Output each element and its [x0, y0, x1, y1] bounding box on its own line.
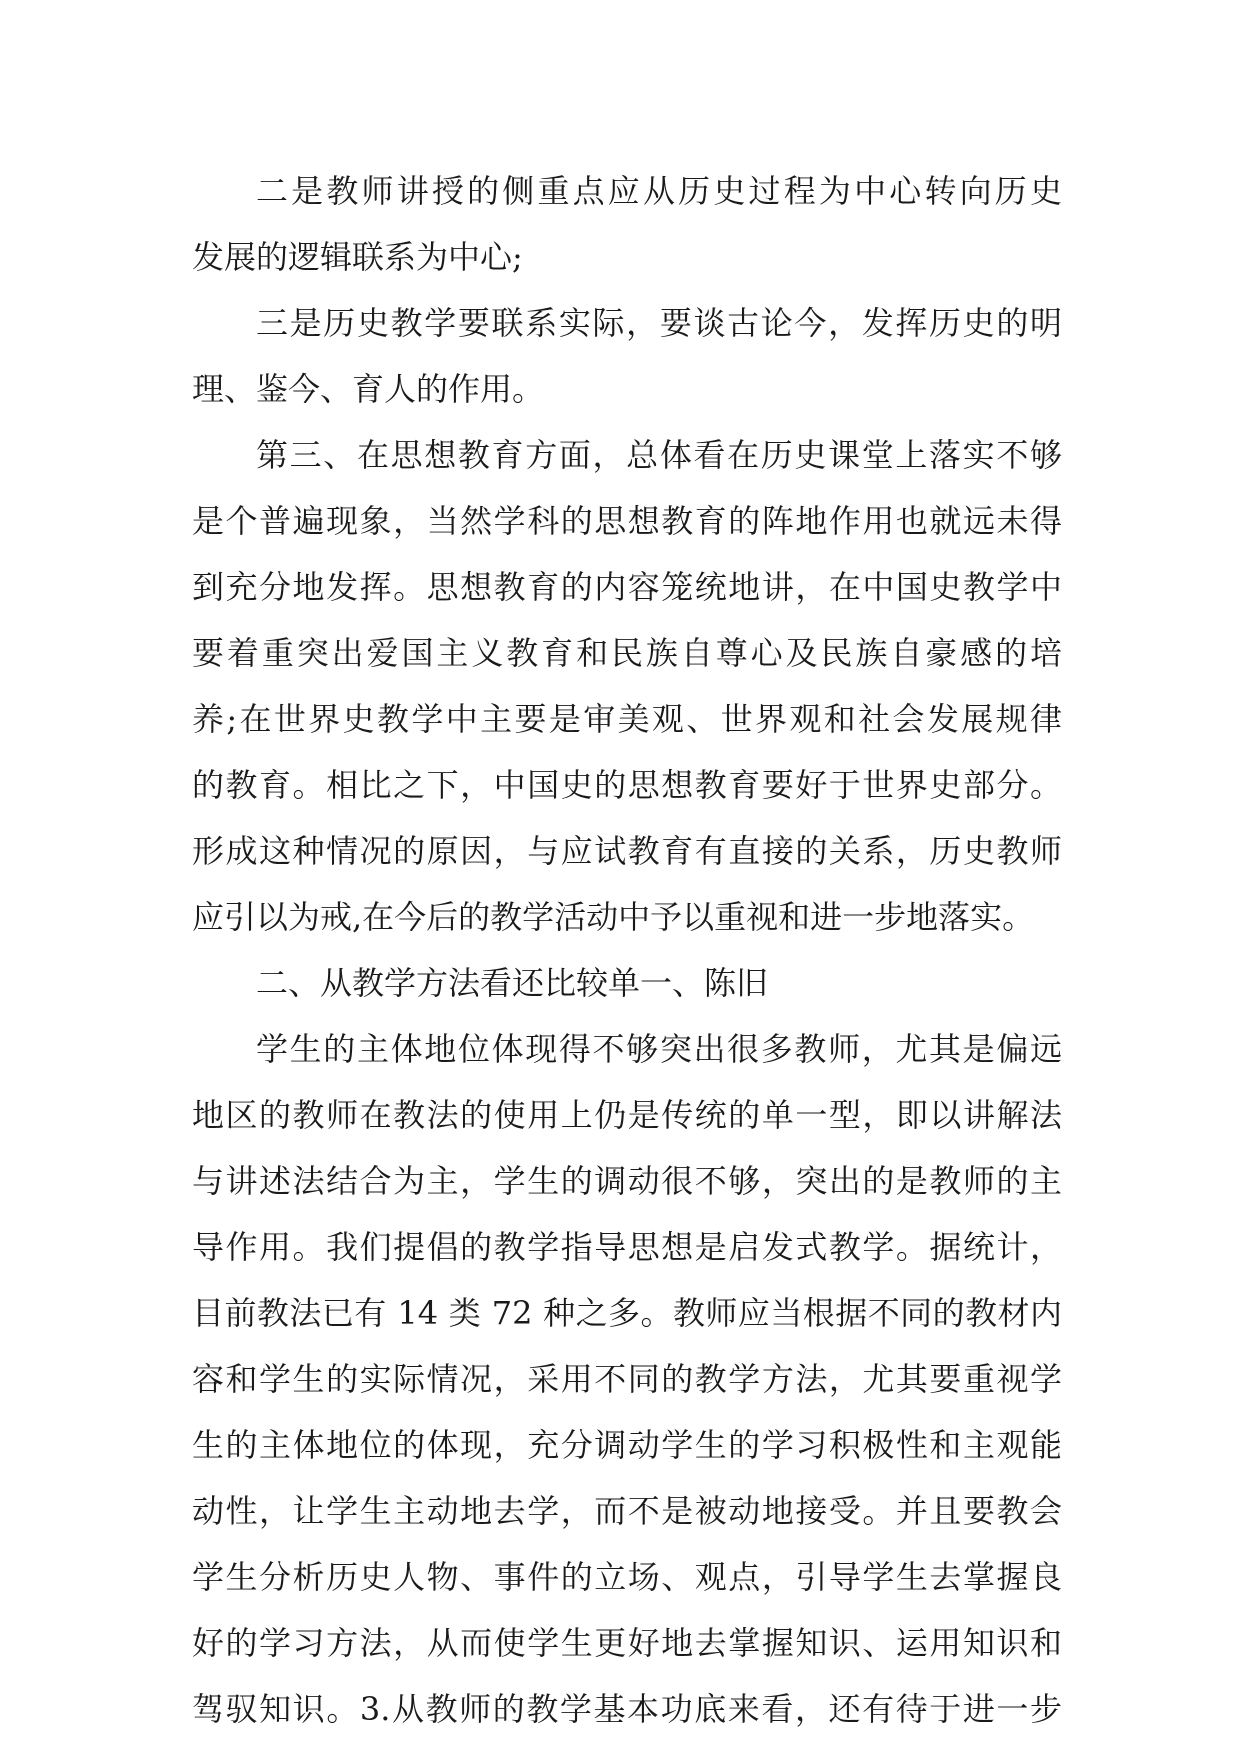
text-line: 学生分析历史人物、事件的立场、观点，引导学生去掌握良 — [192, 1558, 1062, 1596]
text-line: 应引以为戒,在今后的教学活动中予以重视和进一步地落实。 — [192, 898, 1035, 936]
text-line: 导作用。我们提倡的教学指导思想是启发式教学。据统计， — [192, 1228, 1062, 1266]
text-line: 形成这种情况的原因，与应试教育有直接的关系，历史教师 — [192, 832, 1062, 870]
text-line: 好的学习方法，从而使学生更好地去掌握知识、运用知识和 — [192, 1624, 1062, 1662]
text-line: 目前教法已有 14 类 72 种之多。教师应当根据不同的教材内 — [192, 1294, 1062, 1332]
text-line: 驾驭知识。3.从教师的教学基本功底来看，还有待于进一步 — [192, 1690, 1062, 1728]
text-line: 到充分地发挥。思想教育的内容笼统地讲，在中国史教学中 — [192, 568, 1062, 606]
text-line: 容和学生的实际情况，采用不同的教学方法，尤其要重视学 — [192, 1360, 1062, 1398]
text-line: 地区的教师在教法的使用上仍是传统的单一型，即以讲解法 — [192, 1096, 1062, 1134]
text-line: 是个普遍现象，当然学科的思想教育的阵地作用也就远未得 — [192, 502, 1062, 540]
text-line: 养;在世界史教学中主要是审美观、世界观和社会发展规律 — [192, 700, 1062, 738]
text-line: 要着重突出爱国主义教育和民族自尊心及民族自豪感的培 — [192, 634, 1062, 672]
text-line: 与讲述法结合为主，学生的调动很不够，突出的是教师的主 — [192, 1162, 1062, 1200]
text-line: 学生的主体地位体现得不够突出很多教师，尤其是偏远 — [256, 1030, 1062, 1068]
text-line: 的教育。相比之下，中国史的思想教育要好于世界史部分。 — [192, 766, 1062, 804]
text-line: 发展的逻辑联系为中心; — [192, 238, 523, 276]
section-heading: 二、从教学方法看还比较单一、陈旧 — [256, 964, 769, 1002]
text-line: 理、鉴今、育人的作用。 — [192, 370, 545, 408]
text-line: 第三、在思想教育方面，总体看在历史课堂上落实不够 — [256, 436, 1062, 474]
text-line: 生的主体地位的体现，充分调动学生的学习积极性和主观能 — [192, 1426, 1062, 1464]
text-line: 二是教师讲授的侧重点应从历史过程为中心转向历史 — [256, 172, 1062, 210]
text-line: 动性，让学生主动地去学，而不是被动地接受。并且要教会 — [192, 1492, 1062, 1530]
document-body — [192, 158, 1062, 1742]
text-line: 三是历史教学要联系实际，要谈古论今，发挥历史的明 — [256, 304, 1062, 342]
